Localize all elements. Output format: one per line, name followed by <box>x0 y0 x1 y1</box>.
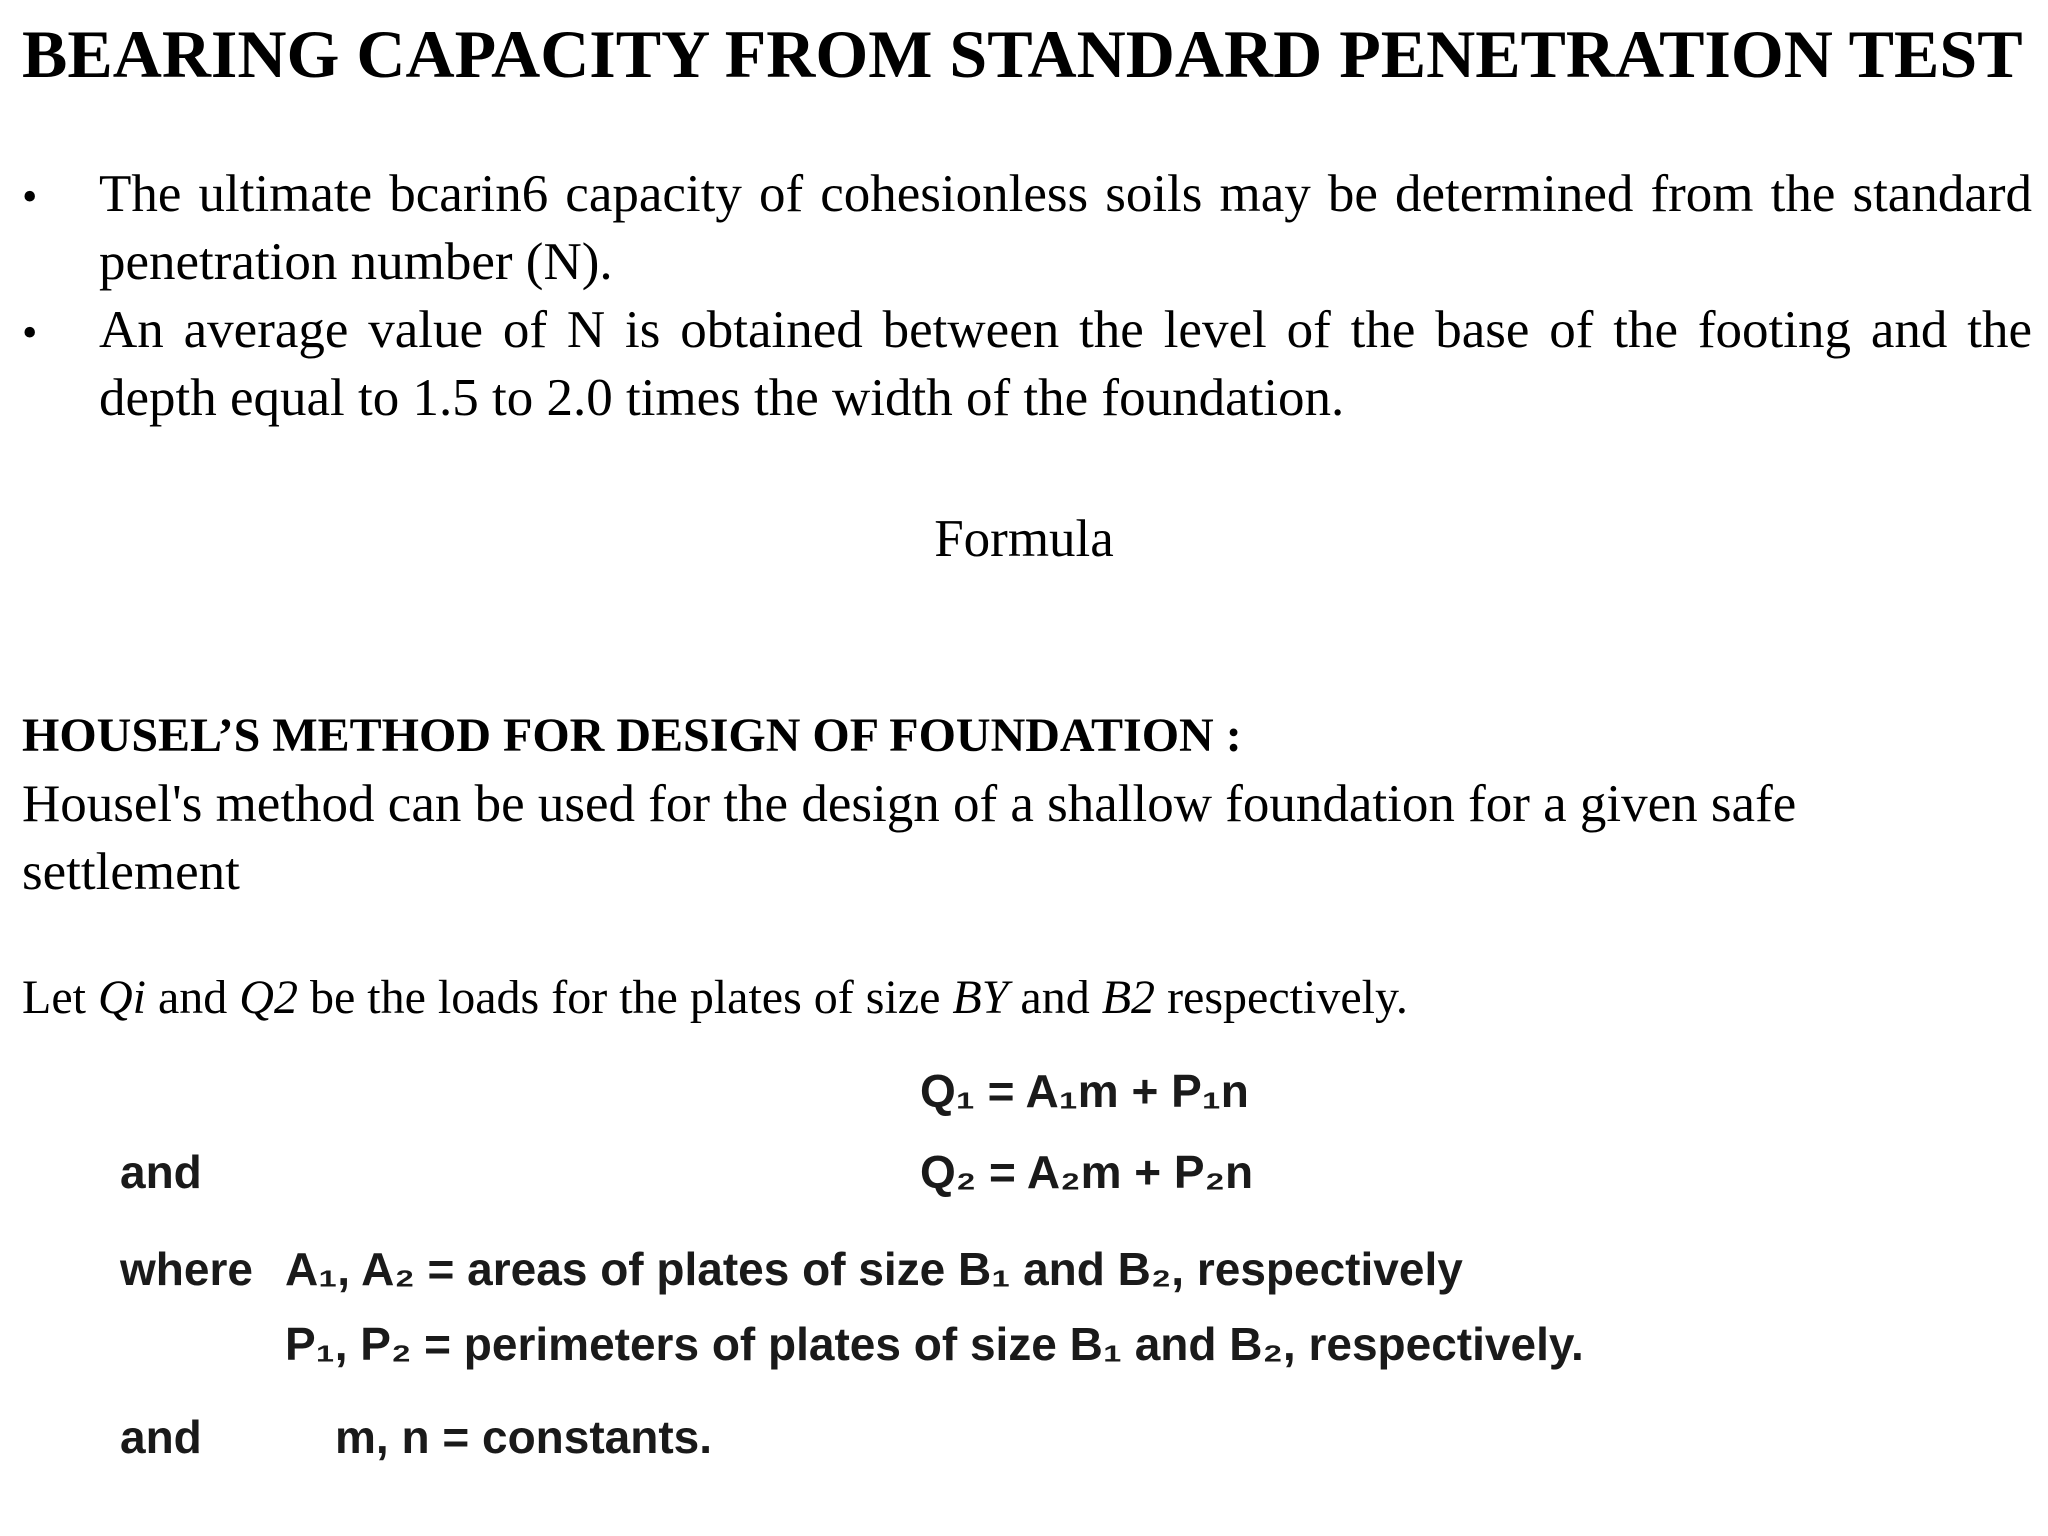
bullet-text: An average value of N is obtained between the level of the base of the footing and the depth equal to 1.5 to 2.0 times the width of the foundation. <box>99 301 2032 427</box>
formula-label: Formula <box>934 510 1114 568</box>
text-fragment: and <box>145 971 240 1024</box>
definition-areas: A₁, A₂ = areas of plates of size B₁ and B₂, respectively <box>285 1243 1463 1295</box>
text-fragment: Let <box>22 971 98 1024</box>
where-label: where <box>120 1243 253 1295</box>
text-fragment: and <box>1008 971 1102 1024</box>
variable-b2: B2 <box>1101 971 1156 1024</box>
text-fragment: be the loads for the plates of size <box>297 971 953 1024</box>
variable-q2: Q2 <box>239 971 298 1024</box>
constants-and-label: and <box>120 1411 202 1463</box>
bullet-item <box>22 160 2032 296</box>
bullet-marker: • <box>22 172 38 221</box>
variable-q1: Qi <box>97 971 146 1024</box>
equation-q2: Q₂ = A₂m + P₂n <box>920 1146 1254 1198</box>
page-title: BEARING CAPACITY FROM STANDARD PENETRATION TEST <box>22 16 2023 92</box>
section-heading: HOUSEL’S METHOD FOR DESIGN OF FOUNDATION : <box>22 709 1242 762</box>
text-fragment: respectively. <box>1155 971 1408 1024</box>
load-definition-line <box>22 967 1408 1029</box>
equation-q1: Q₁ = A₁m + P₁n <box>920 1065 1249 1117</box>
variable-b1: BY <box>952 971 1009 1024</box>
definition-perimeters: P₁, P₂ = perimeters of plates of size B₁ and B₂, respectively. <box>285 1318 1584 1370</box>
bullet-text: The ultimate bcarin6 capacity of cohesionless soils may be determined from the standard penetration number (N). <box>99 165 2032 291</box>
bullet-list <box>22 160 2032 432</box>
equation-and-label: and <box>120 1146 202 1198</box>
section-paragraph: Housel's method can be used for the design of a shallow foundation for a given safe settlement <box>22 775 1797 901</box>
definition-constants: m, n = constants. <box>335 1411 713 1463</box>
bullet-marker: • <box>22 308 38 357</box>
bullet-item <box>22 296 2032 432</box>
